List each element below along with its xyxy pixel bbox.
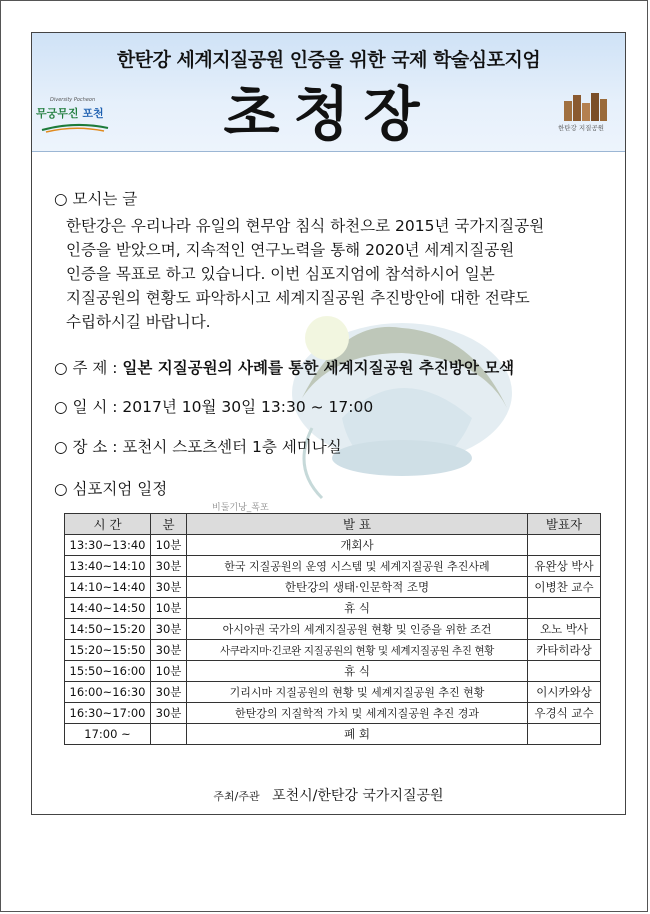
cell-time: 16:00~16:30 <box>65 682 151 703</box>
cell-presenter <box>528 661 601 682</box>
cell-presenter: 우경식 교수 <box>528 703 601 724</box>
invitation-card <box>31 32 626 815</box>
cell-minutes: 10분 <box>151 661 187 682</box>
table-row <box>65 556 601 577</box>
place-value: 포천시 스포츠센터 1층 세미나실 <box>122 438 342 456</box>
logo-slogan <box>36 105 104 121</box>
geopark-logo <box>550 89 620 145</box>
cell-time: 13:40~14:10 <box>65 556 151 577</box>
cell-presentation: 한국 지질공원의 운영 시스템 및 세계지질공원 추진사례 <box>187 556 528 577</box>
cell-minutes: 10분 <box>151 535 187 556</box>
organizer-names: 포천시/한탄강 국가지질공원 <box>272 788 444 804</box>
pocheon-logo <box>36 97 114 137</box>
greeting-line-3: 인증을 목표로 하고 있습니다. 이번 심포지엄에 참석하시어 일본 <box>66 265 495 283</box>
topic-row <box>54 356 514 378</box>
col-header-presentation: 발 표 <box>187 514 528 535</box>
watermark-caption: 비둘기낭_폭포 <box>212 503 269 513</box>
cell-presentation: 폐 회 <box>187 724 528 745</box>
logo-slogan-city: 포천 <box>82 107 104 120</box>
cell-presentation: 휴 식 <box>187 598 528 619</box>
cell-minutes: 30분 <box>151 682 187 703</box>
cell-presenter: 카타히라상 <box>528 640 601 661</box>
greeting-line-1: 한탄강은 우리나라 유일의 현무암 침식 하천으로 2015년 국가지질공원 <box>66 217 545 235</box>
table-row <box>65 724 601 745</box>
schedule-header-row <box>65 514 601 535</box>
cell-time: 15:20~15:50 <box>65 640 151 661</box>
place-row <box>54 435 342 457</box>
logo-swoosh-icon <box>40 123 110 133</box>
topic-label: ○ 주 제 : <box>54 359 118 377</box>
date-row <box>54 395 373 417</box>
geopark-rock-icon <box>550 89 620 123</box>
topic-value: 일본 지질공원의 사례를 통한 세계지질공원 추진방안 모색 <box>122 359 515 377</box>
cell-presenter: 오노 박사 <box>528 619 601 640</box>
table-row <box>65 661 601 682</box>
greeting-line-5: 수립하시길 바랍니다. <box>66 313 211 331</box>
place-label: ○ 장 소 : <box>54 438 118 456</box>
cell-presentation: 사쿠라지마·긴코완 지질공원의 현황 및 세계지질공원 추진 현황 <box>187 640 528 661</box>
col-header-minutes: 분 <box>151 514 187 535</box>
schedule-table <box>64 513 601 745</box>
table-row <box>65 703 601 724</box>
col-header-presenter: 발표자 <box>528 514 601 535</box>
cell-time: 14:40~14:50 <box>65 598 151 619</box>
table-row <box>65 619 601 640</box>
cell-minutes: 30분 <box>151 640 187 661</box>
logo-slogan-small: Diversity Pocheon <box>50 97 96 103</box>
col-header-time: 시 간 <box>65 514 151 535</box>
cell-presenter <box>528 724 601 745</box>
cell-time: 14:10~14:40 <box>65 577 151 598</box>
cell-presenter: 이시카와상 <box>528 682 601 703</box>
cell-time: 16:30~17:00 <box>65 703 151 724</box>
greeting-heading: ○ 모시는 글 <box>54 190 138 208</box>
schedule-heading: ○ 심포지엄 일정 <box>54 480 168 498</box>
cell-presenter <box>528 598 601 619</box>
organizer-footer <box>32 785 625 805</box>
table-row <box>65 577 601 598</box>
date-label: ○ 일 시 : <box>54 398 118 416</box>
cell-minutes: 10분 <box>151 598 187 619</box>
cell-presentation: 한탄강의 생태·인문학적 조명 <box>187 577 528 598</box>
cell-presentation: 한탄강의 지질학적 가치 및 세계지질공원 추진 경과 <box>187 703 528 724</box>
cell-presentation: 개회사 <box>187 535 528 556</box>
cell-minutes: 30분 <box>151 556 187 577</box>
symposium-title: 한탄강 세계지질공원 인증을 위한 국제 학술심포지엄 <box>116 49 541 71</box>
cell-minutes <box>151 724 187 745</box>
cell-presentation: 휴 식 <box>187 661 528 682</box>
table-row <box>65 598 601 619</box>
logo-slogan-main: 무궁무진 <box>36 107 79 120</box>
cell-time: 14:50~15:20 <box>65 619 151 640</box>
cell-time: 17:00 ~ <box>65 724 151 745</box>
cell-presenter: 이병찬 교수 <box>528 577 601 598</box>
cell-time: 15:50~16:00 <box>65 661 151 682</box>
greeting-line-4: 지질공원의 현황도 파악하시고 세계지질공원 추진방안에 대한 전략도 <box>66 289 530 307</box>
greeting-line-2: 인증을 받았으며, 지속적인 연구노력을 통해 2020년 세계지질공원 <box>66 241 515 259</box>
date-value: 2017년 10월 30일 13:30 ~ 17:00 <box>122 398 374 416</box>
organizer-label: 주최/주관 <box>213 790 260 803</box>
cell-time: 13:30~13:40 <box>65 535 151 556</box>
table-row <box>65 682 601 703</box>
table-row <box>65 535 601 556</box>
cell-presentation: 기리시마 지질공원의 현황 및 세계지질공원 추진 현황 <box>187 682 528 703</box>
table-row <box>65 640 601 661</box>
invitation-title: 초청장 <box>223 80 434 148</box>
cell-minutes: 30분 <box>151 619 187 640</box>
geopark-logo-text: 한탄강 지질공원 <box>558 124 605 132</box>
cell-minutes: 30분 <box>151 703 187 724</box>
invitation-header <box>32 33 625 152</box>
cell-minutes: 30분 <box>151 577 187 598</box>
cell-presentation: 아시아권 국가의 세계지질공원 현황 및 인증을 위한 조건 <box>187 619 528 640</box>
cell-presenter <box>528 535 601 556</box>
cell-presenter: 유완상 박사 <box>528 556 601 577</box>
